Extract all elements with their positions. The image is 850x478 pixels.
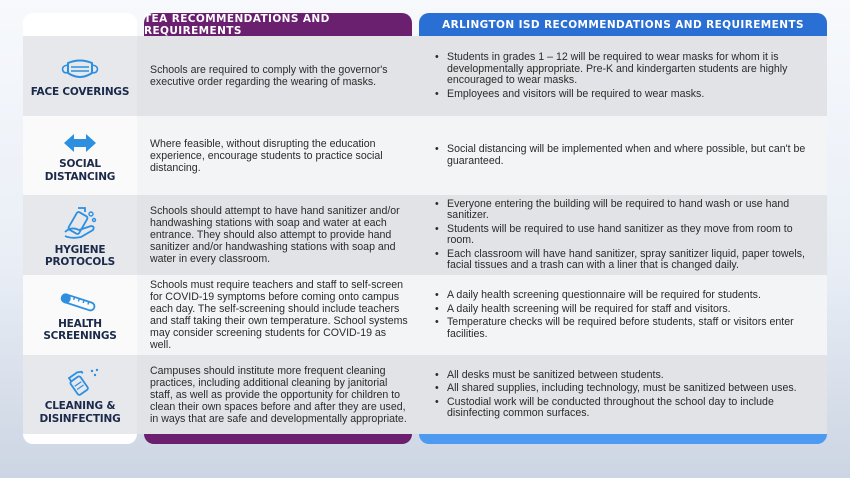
tea-cell [137, 355, 419, 434]
aisd-cell [419, 355, 827, 434]
list-item: • Temperature checks will be required before students, staff or visitors enter facilities. [435, 317, 817, 340]
list-item: • Everyone entering the building will be required to hand wash or use hand sanitizer. [435, 199, 817, 222]
hand-sanitizer-icon [61, 206, 99, 240]
list-item: • All shared supplies, including technology, must be sanitized between uses. [435, 383, 817, 395]
row-title-line-2: DISINFECTING [39, 412, 121, 425]
face-mask-icon [60, 58, 100, 82]
list-item: • Employees and visitors will be required to wear masks. [435, 89, 817, 101]
tea-cell [137, 36, 419, 116]
aisd-cell [419, 195, 827, 275]
row-title: HEALTH SCREENINGS [43, 317, 117, 342]
list-item: • A daily health screening will be required for staff and visitors. [435, 304, 817, 316]
tea-cell [137, 116, 419, 195]
row-title: FACE COVERINGS [30, 85, 130, 98]
tea-column-header: TEA RECOMMENDATIONS AND REQUIREMENTS [144, 13, 412, 36]
list-item: • Each classroom will have hand sanitizer, spray sanitizer liquid, paper towels, facial tissues and a trash can with a liner that is changed daily. [435, 249, 817, 272]
thermometer-icon [57, 292, 103, 314]
list-item: • Social distancing will be implemented when and where possible, but can't be guaranteed. [435, 144, 817, 167]
comparison-table [23, 36, 827, 434]
aisd-cell [419, 116, 827, 195]
table-row-social-distancing [23, 116, 827, 195]
table-row-health-screenings [23, 275, 827, 355]
aisd-column-header: ARLINGTON ISD RECOMMENDATIONS AND REQUIREMENTS [419, 13, 827, 36]
list-item: • Students will be required to use hand sanitizer as they move from room to room. [435, 224, 817, 247]
list-item: • A daily health screening questionnaire will be required for students. [435, 290, 817, 302]
aisd-cell [419, 275, 827, 355]
list-item: • Custodial work will be conducted throughout the school day to include disinfecting common surfaces. [435, 397, 817, 420]
tea-text: Campuses should institute more frequent cleaning practices, including additional cleaning by janitorial staff, as well as provide the opportunity for children to clean their own spaces before and after they are used, in ways that are safe and developmentally appropriate. [150, 364, 407, 425]
row-label-cleaning-disinfecting [23, 355, 137, 434]
footer-blank-cell [23, 434, 137, 444]
list-item: • Students in grades 1 – 12 will be required to wear masks for whom it is developmentally appropriate. Pre-K and kindergarten students are highly encouraged to wear masks. [435, 52, 817, 87]
row-label-face-coverings [23, 36, 137, 116]
tea-column-footer [144, 434, 412, 444]
aisd-cell [419, 36, 827, 116]
row-title-line-1: CLEANING & [44, 400, 116, 412]
tea-cell [137, 275, 419, 355]
list-item: • All desks must be sanitized between students. [435, 370, 817, 382]
header-blank-cell [23, 13, 137, 36]
row-label-hygiene-protocols [23, 195, 137, 275]
table-row-face-coverings [23, 36, 827, 116]
row-title: SOCIAL DISTANCING [44, 158, 116, 183]
aisd-column-footer [419, 434, 827, 444]
row-title: HYGIENE PROTOCOLS [45, 243, 115, 268]
table-row-hygiene-protocols [23, 195, 827, 275]
tea-text: Schools should attempt to have hand sanitizer and/or handwashing stations with soap and water at each entrance. They should also attempt to provide hand sanitizer and/or handwashing stations with soap and water in every classroom. [150, 205, 400, 265]
tea-text: Schools are required to comply with the governor's executive order regarding the wearing of masks. [150, 64, 388, 88]
spray-bottle-icon [60, 368, 100, 396]
table-row-cleaning-disinfecting [23, 355, 827, 434]
tea-cell [137, 195, 419, 275]
tea-text: Schools must require teachers and staff to self-screen for COVID-19 symptoms before coming onto campus each day. The self-screening should include teachers and staff taking their own temperature. School systems may consider screening students for COVID-19 as well. [150, 279, 408, 351]
row-label-social-distancing [23, 116, 137, 195]
tea-text: Where feasible, without disrupting the education experience, encourage students to practice social distancing. [150, 137, 383, 174]
double-arrow-icon [62, 132, 98, 154]
row-label-health-screenings [23, 275, 137, 355]
